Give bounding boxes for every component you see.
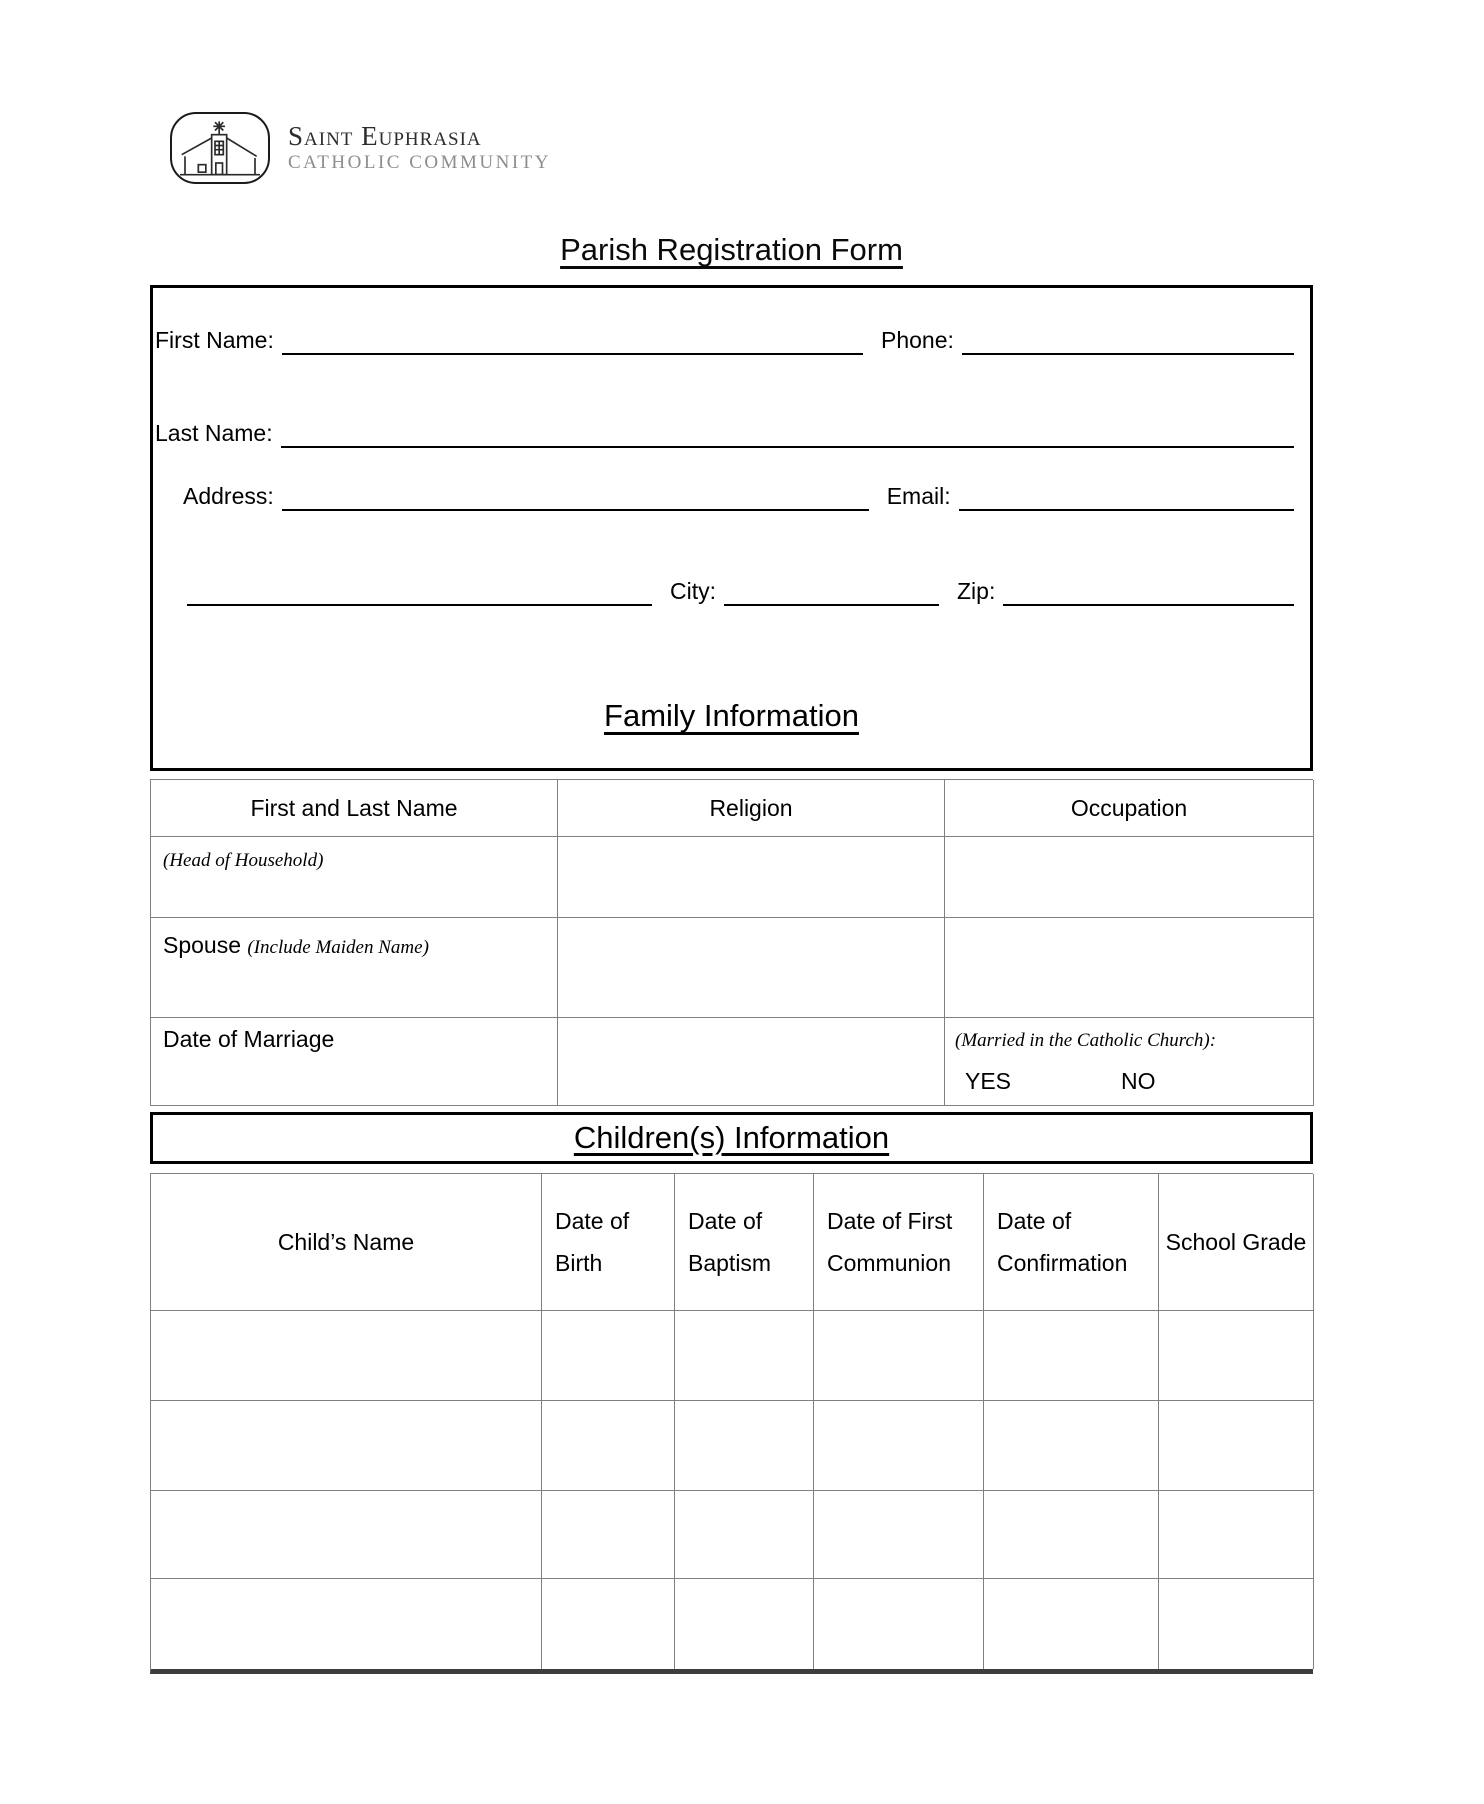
church-icon — [170, 112, 270, 184]
zip-input-line[interactable] — [1003, 574, 1294, 606]
married-no-option[interactable]: NO — [1121, 1068, 1156, 1094]
child-row4-birth-cell[interactable] — [542, 1579, 675, 1669]
child-row1-confirmation-cell[interactable] — [984, 1311, 1159, 1401]
first-name-phone-row — [153, 321, 1310, 355]
spouse-occupation-cell[interactable] — [945, 918, 1314, 1018]
child-row1-birth-cell[interactable] — [542, 1311, 675, 1401]
married-in-church-options — [955, 1068, 1305, 1095]
child-row3-baptism-cell[interactable] — [675, 1491, 814, 1579]
child-row1-name-cell[interactable] — [151, 1311, 542, 1401]
family-information-heading: Family Information — [604, 698, 859, 733]
child-row4-communion-cell[interactable] — [814, 1579, 984, 1669]
head-of-household-religion-cell[interactable] — [558, 837, 945, 918]
spouse-label: Spouse — [163, 932, 242, 958]
child-row3-communion-cell[interactable] — [814, 1491, 984, 1579]
child-row4-baptism-cell[interactable] — [675, 1579, 814, 1669]
married-in-church-cell — [945, 1018, 1314, 1106]
email-label: Email: — [886, 483, 951, 510]
head-of-household-label-cell — [151, 837, 558, 918]
child-row4-confirmation-cell[interactable] — [984, 1579, 1159, 1669]
date-of-marriage-label-cell — [151, 1018, 558, 1106]
head-of-household-occupation-cell[interactable] — [945, 837, 1314, 918]
email-input-line[interactable] — [959, 479, 1294, 511]
address-label: Address: — [183, 483, 274, 510]
family-header-occupation: Occupation — [945, 780, 1314, 837]
child-row3-confirmation-cell[interactable] — [984, 1491, 1159, 1579]
zip-label: Zip: — [957, 578, 996, 605]
spouse-label-cell — [151, 918, 558, 1018]
married-yes-option[interactable]: YES — [965, 1068, 1012, 1094]
child-row3-grade-cell[interactable] — [1159, 1491, 1314, 1579]
last-name-input-line[interactable] — [281, 416, 1294, 448]
child-header-name: Child’s Name — [151, 1174, 542, 1311]
address-input-line[interactable] — [282, 479, 869, 511]
children-information-heading-box — [150, 1112, 1313, 1164]
spouse-religion-cell[interactable] — [558, 918, 945, 1018]
child-row3-birth-cell[interactable] — [542, 1491, 675, 1579]
logo-text — [288, 122, 551, 174]
child-row1-grade-cell[interactable] — [1159, 1311, 1314, 1401]
child-row2-grade-cell[interactable] — [1159, 1401, 1314, 1491]
child-header-school-grade: School Grade — [1159, 1174, 1314, 1311]
child-header-date-of-baptism: Date of Baptism — [675, 1174, 814, 1311]
children-information-table — [150, 1173, 1313, 1674]
married-in-church-note: (Married in the Catholic Church): — [955, 1030, 1217, 1051]
child-row2-birth-cell[interactable] — [542, 1401, 675, 1491]
city-label: City: — [670, 578, 716, 605]
phone-label: Phone: — [881, 327, 954, 354]
children-information-heading: Children(s) Information — [573, 1120, 890, 1155]
date-of-marriage-value-cell[interactable] — [558, 1018, 945, 1106]
head-of-household-label: (Head of Household) — [163, 850, 324, 871]
family-header-name: First and Last Name — [151, 780, 558, 837]
child-row4-grade-cell[interactable] — [1159, 1579, 1314, 1669]
page-title: Parish Registration Form — [560, 232, 903, 267]
city-input-line[interactable] — [724, 574, 939, 606]
child-row2-confirmation-cell[interactable] — [984, 1401, 1159, 1491]
date-of-marriage-label: Date of Marriage — [163, 1026, 335, 1052]
child-row1-communion-cell[interactable] — [814, 1311, 984, 1401]
family-header-religion: Religion — [558, 780, 945, 837]
last-name-label: Last Name: — [155, 420, 273, 447]
child-header-date-of-confirmation: Date of Confirmation — [984, 1174, 1159, 1311]
child-row4-name-cell[interactable] — [151, 1579, 542, 1669]
phone-input-line[interactable] — [962, 323, 1294, 355]
first-name-input-line[interactable] — [282, 323, 863, 355]
child-header-date-of-birth: Date of Birth — [542, 1174, 675, 1311]
address-email-row — [153, 477, 1310, 511]
child-row2-name-cell[interactable] — [151, 1401, 542, 1491]
city-zip-row — [153, 572, 1310, 606]
address-line2-input-line[interactable] — [187, 574, 652, 606]
child-header-date-of-first-communion: Date of First Communion — [814, 1174, 984, 1311]
family-information-table — [150, 779, 1313, 1106]
child-row3-name-cell[interactable] — [151, 1491, 542, 1579]
child-row1-baptism-cell[interactable] — [675, 1311, 814, 1401]
org-name: Saint Euphrasia — [288, 121, 482, 152]
last-name-row — [153, 414, 1310, 448]
spouse-maiden-name-note: (Include Maiden Name) — [247, 937, 429, 958]
first-name-label: First Name: — [155, 327, 274, 354]
logo — [170, 112, 551, 184]
contact-info-box — [150, 285, 1313, 771]
child-row2-baptism-cell[interactable] — [675, 1401, 814, 1491]
org-subtitle: CATHOLIC COMMUNITY — [288, 151, 551, 173]
child-row2-communion-cell[interactable] — [814, 1401, 984, 1491]
